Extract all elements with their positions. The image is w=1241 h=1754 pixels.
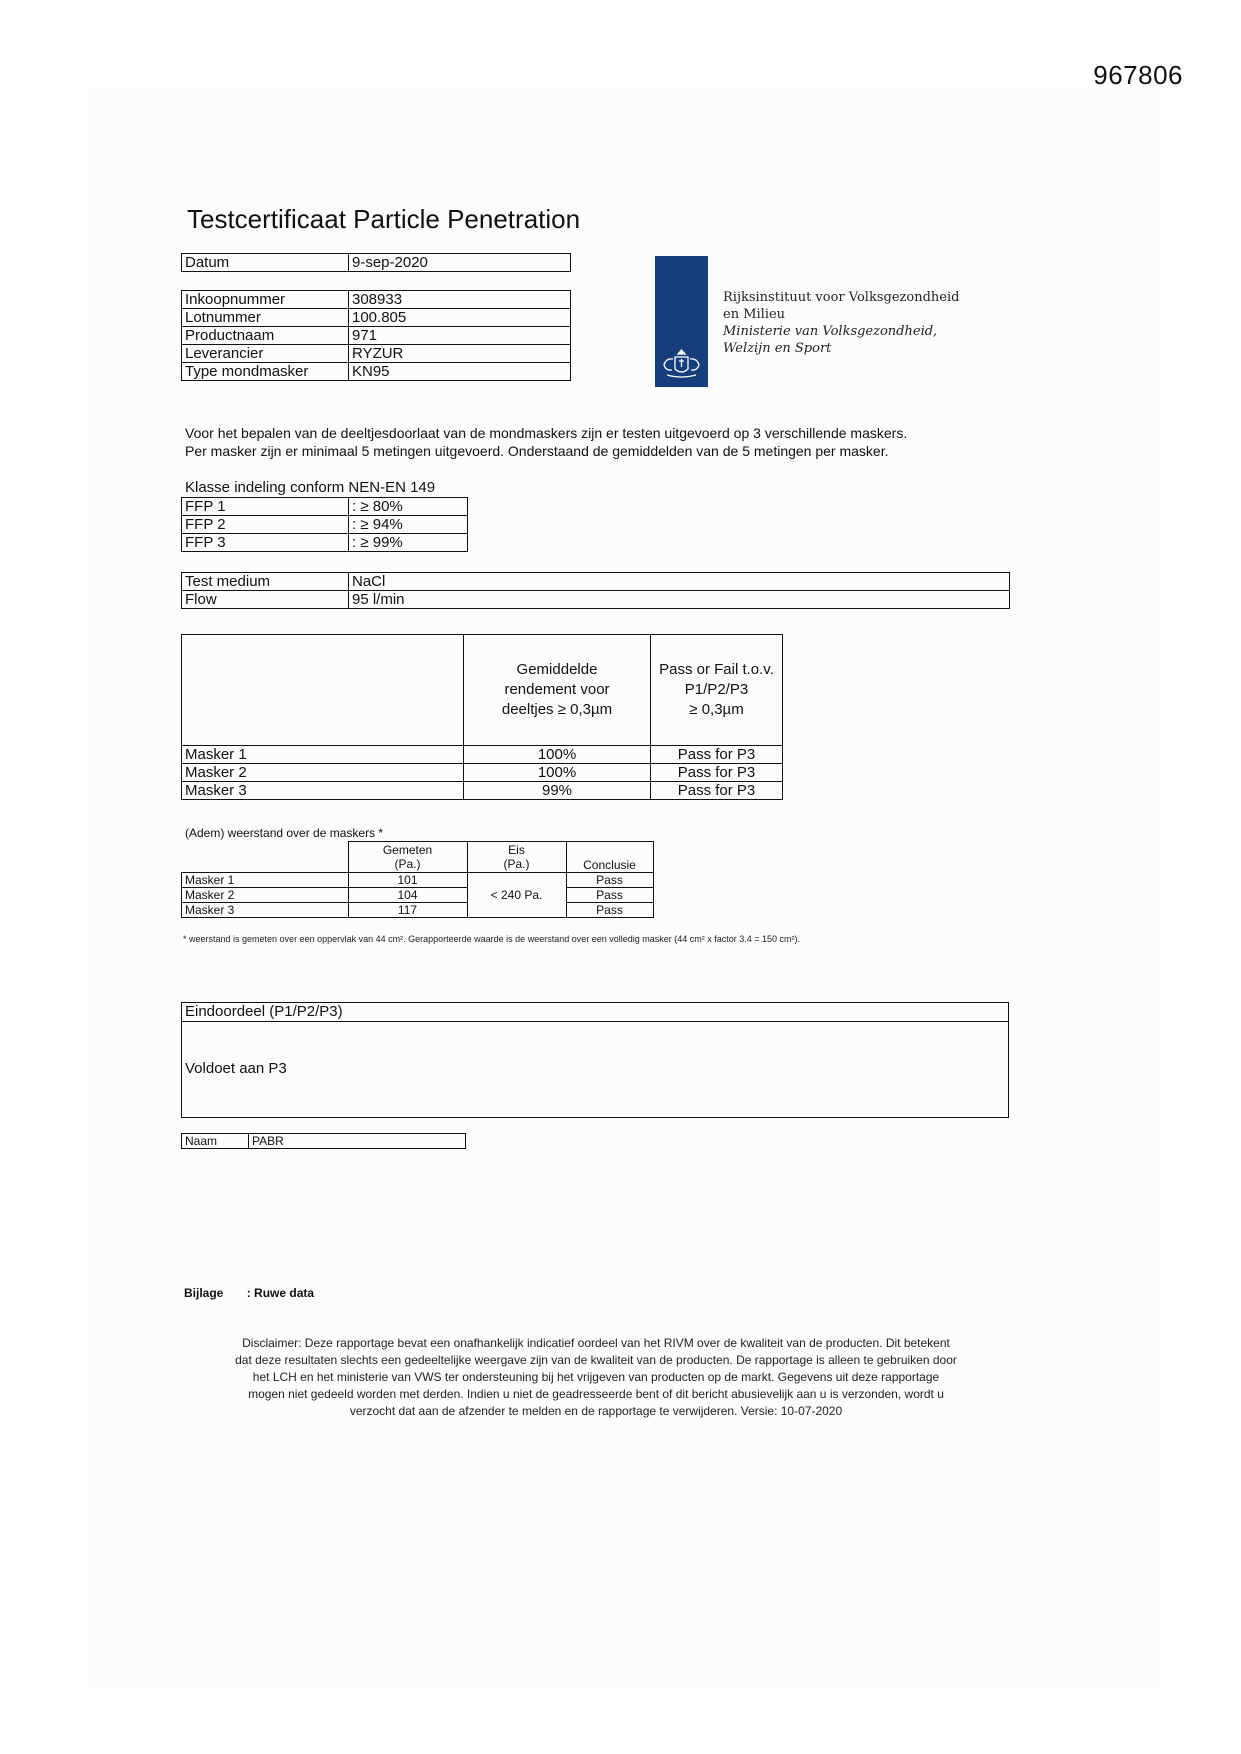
- klasse-table: [181, 497, 468, 552]
- mask-name: Masker 3: [182, 782, 464, 800]
- datum-value: 9-sep-2020: [349, 254, 571, 272]
- disclaimer: [183, 1335, 1009, 1420]
- class-value: : ≥ 94%: [349, 516, 468, 534]
- header-line: Gemiddelde: [516, 661, 598, 678]
- header-pass-fail: [651, 635, 783, 746]
- datum-table: [181, 253, 571, 272]
- bijlage-value: : Ruwe data: [246, 1286, 315, 1300]
- table-header-row: [182, 635, 783, 746]
- header-empty: [182, 842, 349, 873]
- rendement-value: 100%: [464, 746, 651, 764]
- crest-icon: [655, 345, 708, 381]
- logo-line: Ministerie van Volksgezondheid,: [723, 324, 938, 339]
- table-row: [182, 888, 654, 903]
- table-row: [182, 309, 571, 327]
- mask-name: Masker 2: [182, 888, 349, 903]
- rendement-value: 100%: [464, 764, 651, 782]
- condition-label: Test medium: [182, 573, 349, 591]
- page-title: Testcertificaat Particle Penetration: [187, 204, 581, 234]
- disclaimer-line: het LCH en het ministerie van VWS ter ondersteuning bij het vrijgeven van producten op de markt. Gegevens uit deze rapportage: [252, 1370, 940, 1384]
- class-value: : ≥ 99%: [349, 534, 468, 552]
- class-value: : ≥ 80%: [349, 498, 468, 516]
- condition-label: Flow: [182, 591, 349, 609]
- row-label: Inkoopnummer: [182, 291, 349, 309]
- class-label: FFP 2: [182, 516, 349, 534]
- disclaimer-line: verzocht dat aan de afzender te melden en de rapportage te verwijderen. Versie: 10-07-2020: [349, 1404, 843, 1418]
- conclusie-value: Pass: [566, 873, 653, 888]
- table-header-row: [182, 842, 654, 873]
- eindoordeel-box: [181, 1002, 1009, 1118]
- table-row: [182, 1134, 466, 1149]
- disclaimer-line: dat deze resultaten slechts een gedeeltelijke weergave zijn van de kwaliteit van de producten. De rapportage is alleen te gebruiken door: [235, 1353, 957, 1367]
- table-row: [182, 254, 571, 272]
- class-label: FFP 1: [182, 498, 349, 516]
- intro-line: Per masker zijn er minimaal 5 metingen uitgevoerd. Onderstaand de gemiddelden van de 5 metingen per masker.: [185, 443, 889, 459]
- header-line: rendement voor: [504, 681, 610, 698]
- disclaimer-line: Disclaimer: Deze rapportage bevat een onafhankelijk indicatief oordeel van het RIVM over de kwaliteit van de producten. Dit betekent: [242, 1336, 950, 1350]
- row-value: KN95: [349, 363, 571, 381]
- row-value: 100.805: [349, 309, 571, 327]
- conclusie-value: Pass: [566, 888, 653, 903]
- naam-table: [181, 1133, 466, 1149]
- header-line: Eis: [508, 843, 525, 857]
- logo-line: en Milieu: [723, 307, 786, 322]
- intro-line: Voor het bepalen van de deeltjesdoorlaat van de mondmaskers zijn er testen uitgevoerd op 3 verschillende maskers.: [185, 425, 908, 441]
- table-row: [182, 345, 571, 363]
- mask-name: Masker 3: [182, 903, 349, 918]
- mask-name: Masker 1: [182, 746, 464, 764]
- naam-label: Naam: [182, 1134, 249, 1149]
- header-line: deeltjes ≥ 0,3µm: [501, 701, 613, 718]
- table-row: [182, 764, 783, 782]
- disclaimer-line: mogen niet gedeeld worden met derden. Indien u niet de geadresseerde bent of dit bericht abusievelijk aan u is verzonden, wordt u: [248, 1387, 944, 1401]
- result-value: Pass for P3: [651, 764, 783, 782]
- mask-name: Masker 1: [182, 873, 349, 888]
- row-label: Lotnummer: [182, 309, 349, 327]
- header-empty: [182, 635, 464, 746]
- header-gemeten: [348, 842, 467, 873]
- header-eis: [467, 842, 566, 873]
- mask-name: Masker 2: [182, 764, 464, 782]
- table-row: [182, 746, 783, 764]
- klasse-title: Klasse indeling conform NEN-EN 149: [185, 479, 436, 496]
- results-table: [181, 634, 783, 800]
- table-row: [182, 903, 654, 918]
- table-row: [182, 873, 654, 888]
- row-value: 971: [349, 327, 571, 345]
- table-row: [182, 782, 783, 800]
- table-row: [182, 516, 468, 534]
- bijlage: [184, 1286, 314, 1300]
- table-row: [182, 363, 571, 381]
- naam-value: PABR: [249, 1134, 466, 1149]
- condition-value: NaCl: [349, 573, 1010, 591]
- table-row: [182, 534, 468, 552]
- bijlage-label: Bijlage: [184, 1286, 224, 1300]
- class-label: FFP 3: [182, 534, 349, 552]
- eis-value: < 240 Pa.: [467, 873, 566, 918]
- header-line: P1/P2/P3: [684, 681, 749, 698]
- condition-value: 95 l/min: [349, 591, 1010, 609]
- eindoordeel-label: Eindoordeel (P1/P2/P3): [182, 1003, 1008, 1022]
- rivm-logo-bar: [655, 256, 708, 387]
- resistance-footnote: * weerstand is gemeten over een oppervlak van 44 cm². Gerapporteerde waarde is de weerstand over een volledig masker (44 cm² x factor 3.4 = 150 cm²).: [183, 934, 801, 944]
- intro-text: [185, 424, 907, 460]
- logo-line: Welzijn en Sport: [723, 341, 832, 356]
- rendement-value: 99%: [464, 782, 651, 800]
- result-value: Pass for P3: [651, 782, 783, 800]
- header-conclusie: Conclusie: [566, 842, 653, 873]
- row-label: Type mondmasker: [182, 363, 349, 381]
- header-line: (Pa.): [394, 857, 421, 871]
- gemeten-value: 101: [348, 873, 467, 888]
- resistance-table: [181, 841, 654, 918]
- row-label: Productnaam: [182, 327, 349, 345]
- test-conditions-table: [181, 572, 1010, 609]
- eindoordeel-value: Voldoet aan P3: [185, 1060, 287, 1077]
- document-number: 967806: [1093, 60, 1183, 90]
- header-line: (Pa.): [503, 857, 530, 871]
- table-row: [182, 327, 571, 345]
- row-value: 308933: [349, 291, 571, 309]
- gemeten-value: 104: [348, 888, 467, 903]
- product-info-table: [181, 290, 571, 381]
- table-row: [182, 291, 571, 309]
- header-line: Pass or Fail t.o.v.: [659, 661, 774, 678]
- resistance-title: (Adem) weerstand over de maskers *: [185, 826, 384, 840]
- table-row: [182, 498, 468, 516]
- logo-line: Rijksinstituut voor Volksgezondheid: [723, 290, 960, 305]
- row-label: Leverancier: [182, 345, 349, 363]
- conclusie-value: Pass: [566, 903, 653, 918]
- header-rendement: [464, 635, 651, 746]
- header-line: ≥ 0,3µm: [689, 701, 744, 718]
- table-row: [182, 573, 1010, 591]
- table-row: [182, 591, 1010, 609]
- header-line: Gemeten: [382, 843, 433, 857]
- datum-label: Datum: [182, 254, 349, 272]
- result-value: Pass for P3: [651, 746, 783, 764]
- row-value: RYZUR: [349, 345, 571, 363]
- rivm-logo-text: [723, 289, 959, 357]
- gemeten-value: 117: [348, 903, 467, 918]
